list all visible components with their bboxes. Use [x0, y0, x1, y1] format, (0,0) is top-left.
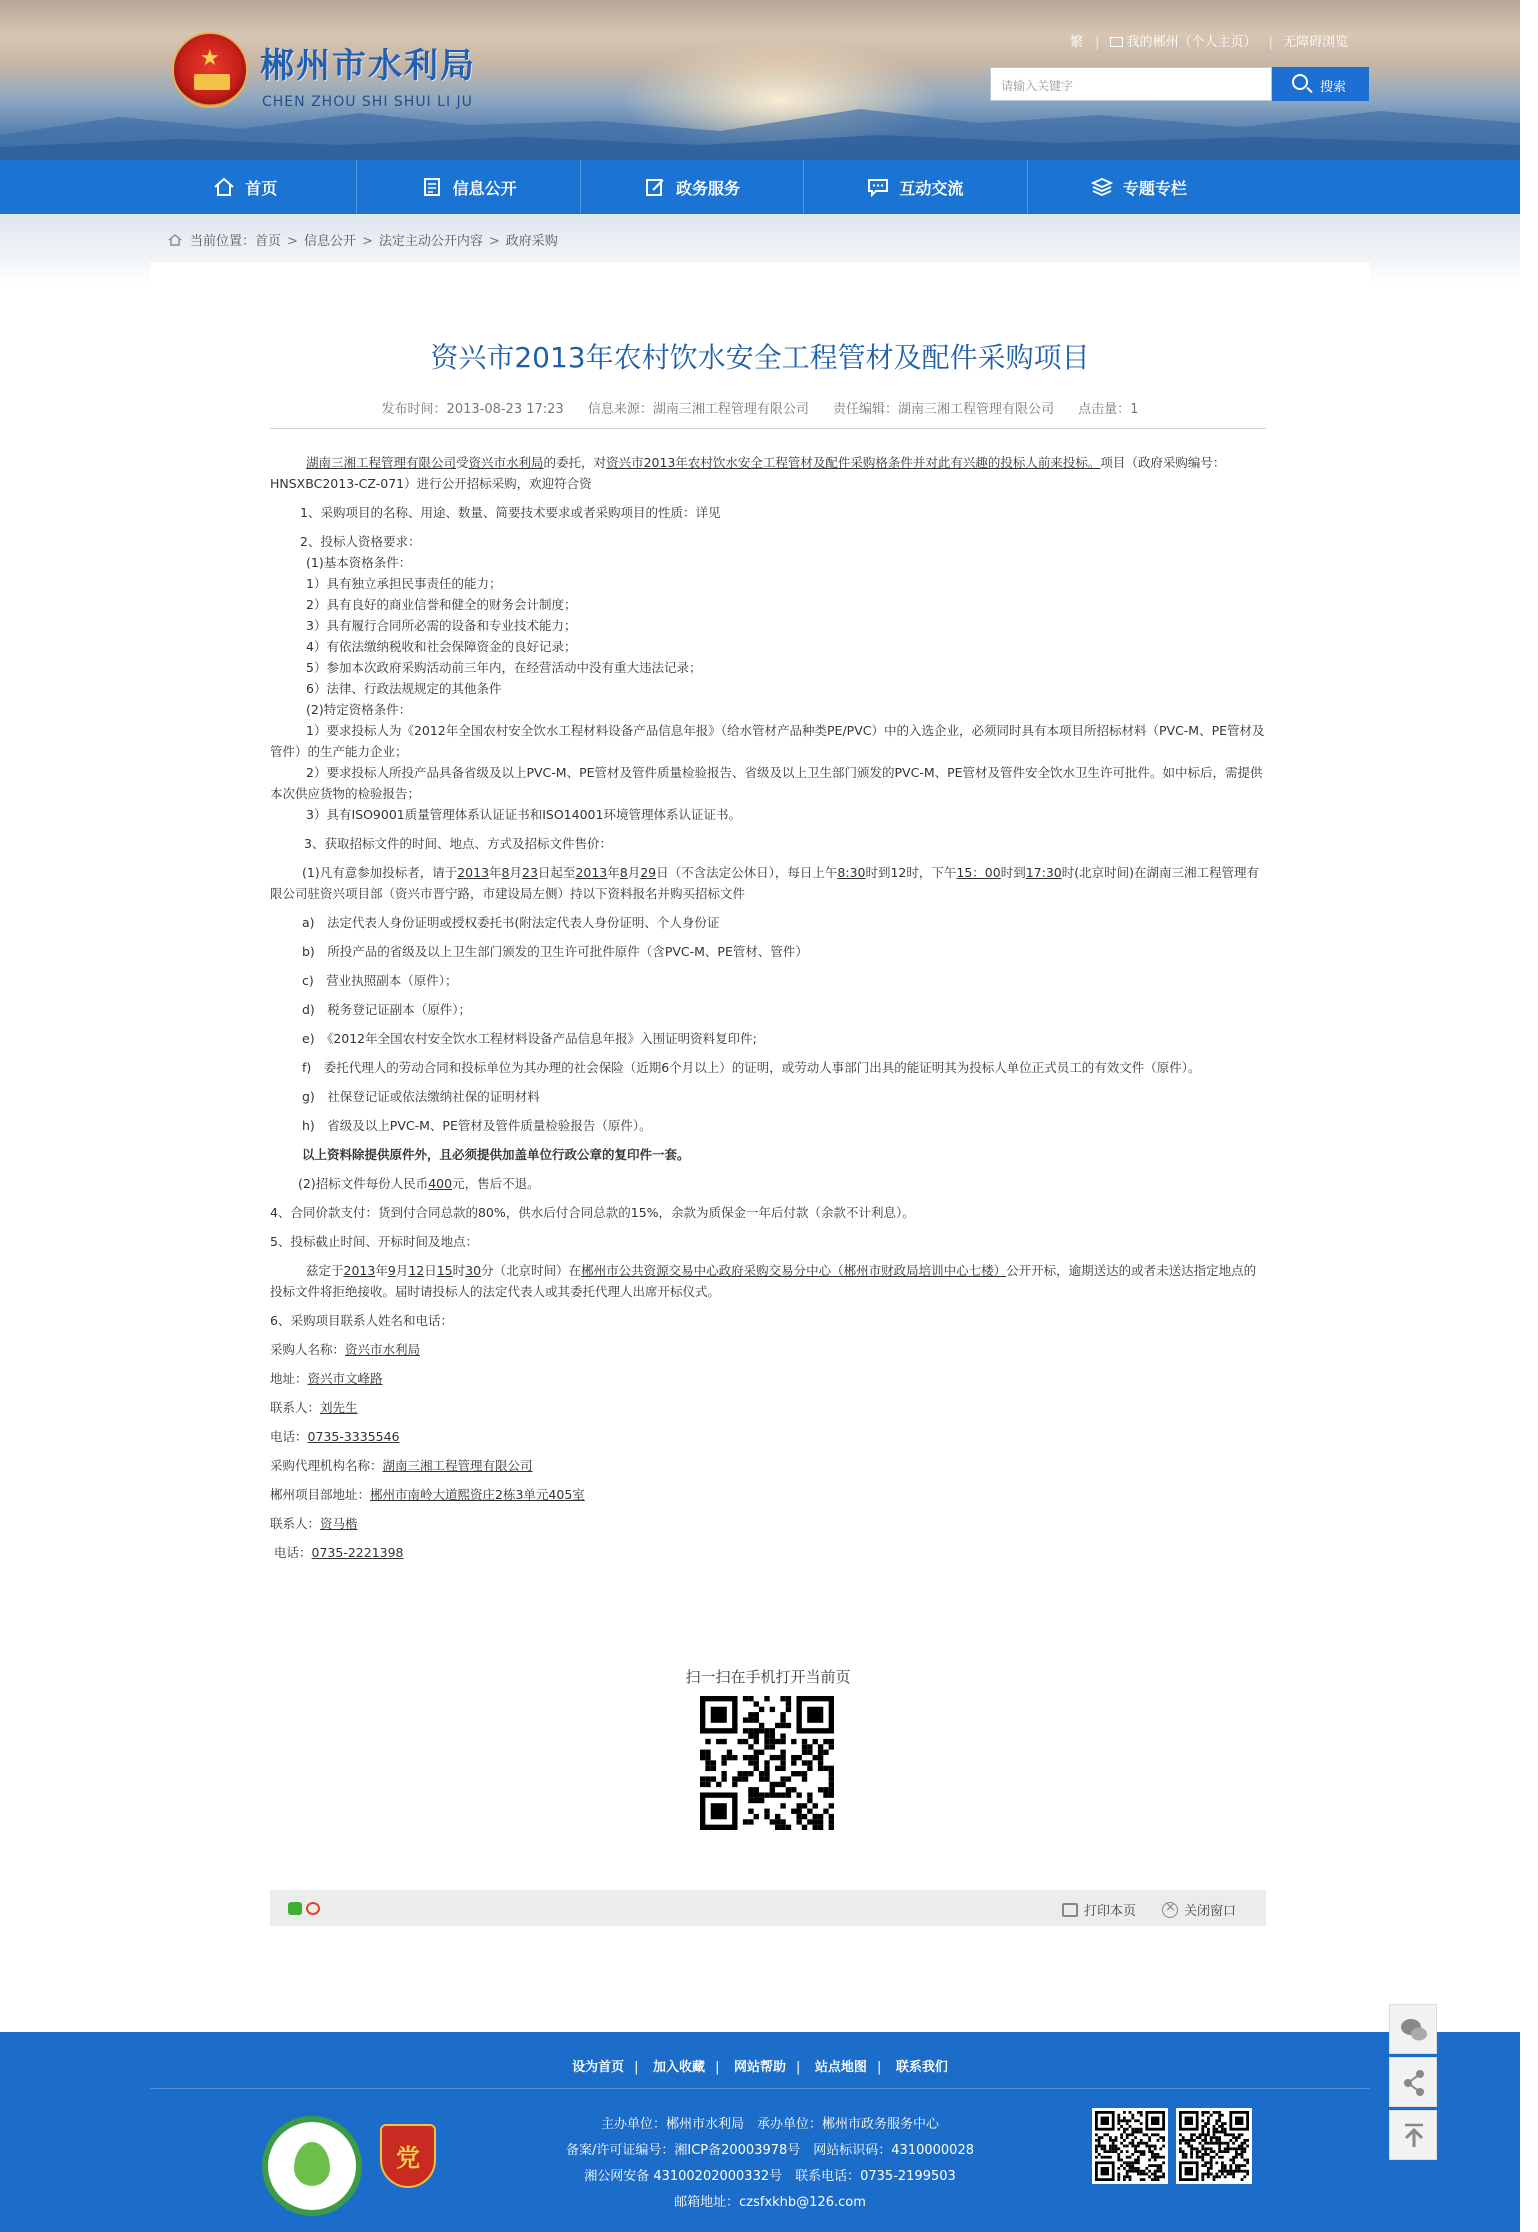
info-source: 信息来源：湖南三湘工程管理有限公司 [587, 402, 809, 417]
footer-divider [150, 2088, 1370, 2089]
share-icon [1390, 2058, 1438, 2108]
print-page-button[interactable] [1062, 1900, 1136, 1919]
divider: | [715, 2060, 720, 2075]
footer-qr-code [1092, 2108, 1168, 2184]
footer-link-sitemap[interactable]: 站点地图 [814, 2060, 867, 2075]
article-paragraph: g) 社保登记证或依法缴纳社保的证明材料 [302, 1089, 540, 1104]
article-paragraph: 以上资料除提供原件外，且必须提供加盖单位行政公章的复印件一套。 [302, 1147, 690, 1162]
hit-count: 点击量：1 [1078, 402, 1139, 417]
tiananmen-icon [194, 74, 230, 90]
footer-link-contact[interactable]: 联系我们 [895, 2060, 948, 2075]
footer-links [0, 2056, 1520, 2075]
article-paragraph: 2）要求投标人所投产品具备省级及以上PVC-M、PE管材及管件质量检验报告、省级及以上卫生部门颁发的PVC-M、PE管材及管件安全饮水卫生许可批件。如中标后，需提供本次供应货物的检验报告； [270, 765, 1263, 801]
divider: | [876, 2060, 882, 2075]
weibo-share-icon[interactable] [306, 1902, 320, 1915]
article-paragraph: 电话：0735-2221398 [274, 1545, 404, 1560]
wechat-icon [1390, 2005, 1438, 2055]
layers-icon [1091, 177, 1113, 197]
site-header [0, 0, 1520, 160]
top-links [1070, 31, 1354, 50]
footer-info [560, 2112, 980, 2216]
article-paragraph: 电话：0735-3335546 [270, 1429, 400, 1444]
footer-link-set-home[interactable]: 设为首页 [572, 2060, 625, 2075]
share-float-button[interactable] [1389, 2057, 1437, 2107]
nav-item-interaction[interactable] [803, 160, 1026, 214]
article-paragraph: (2)招标文件每份人民币400元，售后不退。 [298, 1176, 540, 1191]
site-title[interactable]: 郴州市水利局 [260, 46, 476, 86]
article-paragraph: 采购代理机构名称：湖南三湘工程管理有限公司 [270, 1458, 533, 1473]
civilized-city-badge[interactable] [262, 2116, 362, 2216]
close-icon [1162, 1902, 1178, 1918]
article-paragraph: 采购人名称：资兴市水利局 [270, 1342, 421, 1357]
divider: | [1268, 35, 1273, 50]
share-toolbar [270, 1890, 1266, 1926]
floating-toolbar [1389, 2004, 1437, 2163]
search-icon [1292, 74, 1308, 90]
article-paragraph: 4）有依法缴纳税收和社会保障资金的良好记录； [306, 639, 577, 654]
search-placeholder: 请输入关键字 [1001, 79, 1074, 93]
chat-icon [867, 177, 889, 197]
article-title: 资兴市2013年农村饮水安全工程管材及配件采购项目 [430, 341, 1090, 374]
home-small-icon [168, 234, 182, 246]
search-button[interactable] [1272, 67, 1369, 101]
page-qr-code [700, 1696, 834, 1830]
close-label: 关闭窗口 [1184, 1904, 1237, 1919]
party-gov-badge[interactable] [380, 2124, 436, 2188]
print-label: 打印本页 [1084, 1904, 1137, 1919]
footer-email: 邮箱地址：czsfxkhb@126.com [674, 2195, 866, 2210]
divider: | [634, 2060, 639, 2075]
article-paragraph: 兹定于2013年9月12日15时30分（北京时间）在郴州市公共资源交易中心政府采购交易分中心（郴州市财政局培训中心七楼）公开开标，逾期送达的或者未送达指定地点的投标文件将拒绝接收。届时请投标人的法定代表人或其委托代理人出席开标仪式。 [270, 1263, 1257, 1299]
nav-item-label: 信息公开 [452, 178, 517, 198]
site-footer [0, 2032, 1520, 2232]
footer-license: 备案/许可证编号：湘ICP备20003978号 网站标识码：4310000028 [565, 2143, 974, 2158]
article-paragraph: 5、投标截止时间、开标时间及地点： [270, 1234, 478, 1249]
traditional-chinese-link[interactable]: 繁 [1070, 35, 1084, 50]
breadcrumb-home[interactable]: 首页 [255, 234, 282, 249]
article-paragraph: 联系人：刘先生 [270, 1400, 358, 1415]
footer-link-help[interactable]: 网站帮助 [733, 2060, 786, 2075]
article-paragraph: e) 《2012年全国农村安全饮水工程材料设备产品信息年报》入围证明资料复印件; [302, 1031, 757, 1046]
printer-icon [1062, 1903, 1078, 1917]
article-paragraph: a) 法定代表人身份证明或授权委托书(附法定代表人身份证明、个人身份证 [302, 915, 720, 930]
responsible-editor: 责任编辑：湖南三湘工程管理有限公司 [833, 402, 1055, 417]
article-paragraph: f) 委托代理人的劳动合同和投标单位为其办理的社会保险（近期6个月以上）的证明，或劳动人事部门出具的能证明其为投标人单位正式员工的有效文件（原件）。 [302, 1060, 1201, 1075]
nav-item-home[interactable] [134, 160, 356, 214]
article-paragraph: 地址：资兴市文峰路 [270, 1371, 383, 1386]
footer-link-favorite[interactable]: 加入收藏 [653, 2060, 706, 2075]
search-input[interactable] [990, 67, 1272, 101]
article-paragraph: 3）具有履行合同所必需的设备和专业技术能力； [306, 618, 577, 633]
publish-time: 发布时间：2013-08-23 17:23 [381, 402, 564, 417]
home-icon [213, 177, 235, 197]
star-icon: ★ [200, 46, 220, 71]
article-paragraph: 3、获取招标文件的时间、地点、方式及招标文件售价： [304, 836, 612, 851]
nav-item-info-disclosure[interactable] [356, 160, 579, 214]
article-paragraph: c) 营业执照副本（原件）； [302, 973, 458, 988]
nav-item-gov-services[interactable] [580, 160, 803, 214]
divider: | [1095, 35, 1100, 50]
article-paragraph: 1）具有独立承担民事责任的能力； [306, 576, 502, 591]
breadcrumb [168, 230, 558, 249]
article-paragraph: (1)基本资格条件： [306, 555, 412, 570]
document-icon [421, 177, 443, 197]
edit-icon [644, 177, 666, 197]
breadcrumb-separator: > [361, 234, 373, 249]
accessibility-link[interactable]: 无障碍浏览 [1283, 35, 1349, 50]
wechat-float-button[interactable] [1389, 2004, 1437, 2054]
article-meta [270, 398, 1250, 417]
divider: | [796, 2060, 801, 2075]
nav-item-label: 专题专栏 [1122, 178, 1187, 198]
article-paragraph: 2、投标人资格要求： [300, 534, 421, 549]
article-paragraph: 4、合同价款支付：货到付合同总款的80%，供水后付合同总款的15%，余款为质保金一年后付款（余款不计利息）。 [270, 1205, 915, 1220]
my-chenzhou-link[interactable]: 我的郴州（个人主页） [1126, 35, 1257, 50]
back-to-top-button[interactable] [1389, 2110, 1437, 2160]
footer-qr-code [1176, 2108, 1252, 2184]
footer-organizer: 主办单位：郴州市水利局 承办单位：郴州市政务服务中心 [600, 2117, 939, 2132]
breadcrumb-info-disclosure[interactable]: 信息公开 [303, 234, 356, 249]
breadcrumb-prefix: 当前位置： [190, 234, 256, 249]
article-paragraph: h) 省级及以上PVC-M、PE管材及管件质量检验报告（原件）。 [302, 1118, 652, 1133]
arrow-up-icon [1390, 2111, 1438, 2161]
header-mountains [0, 95, 1520, 160]
monitor-icon [1110, 37, 1123, 47]
main-nav [0, 160, 1520, 214]
leaf-icon [294, 2142, 330, 2186]
nav-item-label: 互动交流 [899, 178, 964, 198]
nav-item-special-topics[interactable] [1027, 160, 1250, 214]
article-paragraph: 3）具有ISO9001质量管理体系认证证书和ISO14001环境管理体系认证证书。 [306, 807, 741, 822]
search-button-label: 搜索 [1320, 80, 1347, 95]
article-paragraph: 联系人：资马楷 [270, 1516, 358, 1531]
national-emblem-logo[interactable] [172, 32, 248, 108]
article-paragraph: (1)凡有意参加投标者，请于2013年8月23日起至2013年8月29日（不含法定公休日），每日上午8:30时到12时，下午15：00时到17:30时(北京时间)在湖南三湘工程管理有限公司驻资兴项目部（资兴市晋宁路，市建设局左侧）持以下资料报名并购买招标文件 [270, 865, 1260, 901]
title-divider [270, 428, 1266, 429]
article-paragraph: d) 税务登记证副本（原件）； [302, 1002, 472, 1017]
breadcrumb-separator: > [488, 234, 500, 249]
article-paragraph: (2)特定资格条件： [306, 702, 412, 717]
article-body [270, 452, 1266, 1563]
article-paragraph: 1）要求投标人为《2012年全国农村安全饮水工程材料设备产品信息年报》（给水管材产品种类PE/PVC）中的入选企业，必须同时具有本项目所招标材料（PVC-M、PE管材及管件）的生产能力企业； [270, 723, 1265, 759]
article-paragraph: 2）具有良好的商业信誉和健全的财务会计制度； [306, 597, 577, 612]
wechat-share-icon[interactable] [288, 1902, 302, 1915]
breadcrumb-separator: > [287, 234, 298, 249]
nav-item-label: 首页 [245, 178, 278, 198]
article-paragraph: 湖南三湘工程管理有限公司受资兴市水利局的委托，对资兴市2013年农村饮水安全工程管材及配件采购格条件并对此有兴趣的投标人前来投标。项目（政府采购编号：HNSXBC2013-CZ-071）进行公开招标采购，欢迎符合资 [270, 455, 1226, 491]
qr-caption: 扫一扫在手机打开当前页 [685, 1668, 851, 1686]
article-paragraph: 1、采购项目的名称、用途、数量、简要技术要求或者采购项目的性质：详见 [300, 505, 721, 520]
close-window-button[interactable] [1162, 1900, 1236, 1919]
article-paragraph: b) 所投产品的省级及以上卫生部门颁发的卫生许可批件原件（含PVC-M、PE管材、管件） [302, 944, 808, 959]
article-paragraph: 5）参加本次政府采购活动前三年内，在经营活动中没有重大违法记录； [306, 660, 702, 675]
nav-item-label: 政务服务 [676, 178, 741, 198]
article-paragraph: 郴州项目部地址：郴州市南岭大道熙资庄2栋3单元405室 [270, 1487, 585, 1502]
article-paragraph: 6、采购项目联系人姓名和电话： [270, 1313, 453, 1328]
article-paragraph: 6）法律、行政法规规定的其他条件 [306, 681, 502, 696]
breadcrumb-statutory-content[interactable]: 法定主动公开内容 [378, 234, 483, 249]
footer-police-record: 湘公网安备 43100202000332号 联系电话：0735-2199503 [584, 2169, 956, 2184]
breadcrumb-gov-procurement[interactable]: 政府采购 [505, 234, 558, 249]
party-gov-emblem-icon: 党 [396, 2144, 420, 2172]
site-subtitle: CHEN ZHOU SHI SHUI LI JU [262, 94, 473, 110]
